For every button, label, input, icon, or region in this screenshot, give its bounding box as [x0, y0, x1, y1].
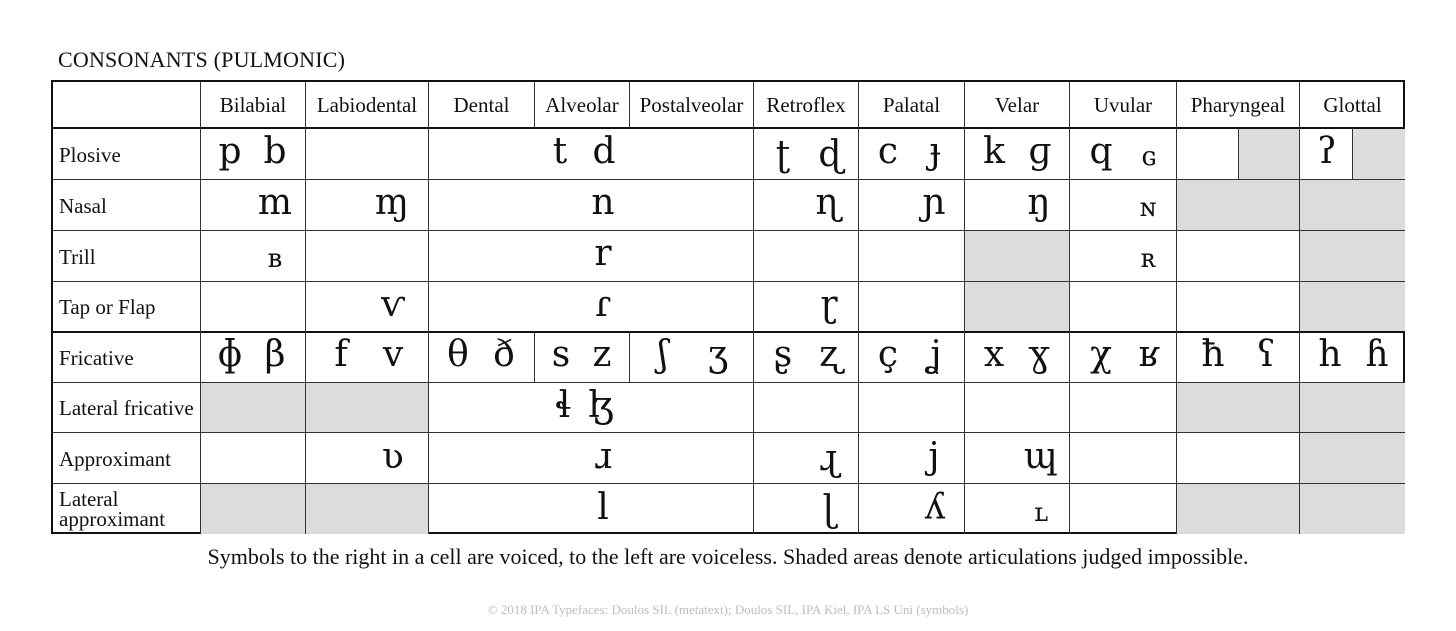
symbol-plosive-velar-voiced: ɡ: [1028, 131, 1052, 172]
symbol-fricative-glottal-voiceless: h: [1318, 334, 1342, 375]
col-divider: [200, 82, 201, 534]
symbol-fricative-pharyngeal-voiceless: ħ: [1201, 334, 1225, 375]
col-divider: [1069, 82, 1070, 534]
symbol-lateral-approximant-retroflex: ɭ: [822, 489, 836, 530]
shade-latapprox-pharyngeal: [1177, 484, 1300, 534]
symbol-fricative-postalveolar-voiced: ʒ: [707, 334, 729, 375]
symbol-nasal-retroflex: ɳ: [815, 182, 841, 223]
symbol-fricative-labiodental-voiced: v: [382, 334, 404, 375]
col-header-labiodental: Labiodental: [316, 92, 418, 117]
row-header-approximant: Approximant: [59, 446, 171, 471]
shade-latapprox-bilabial: [201, 484, 306, 534]
cell-split-divider: [1238, 128, 1239, 179]
shade-latfric-pharyngeal: [1177, 383, 1300, 433]
col-divider-partial: [534, 331, 535, 382]
symbol-fricative-bilabial-voiceless: ɸ: [217, 334, 243, 375]
symbol-plosive-palatal-voiceless: c: [877, 131, 899, 172]
shade-latapprox-glottal: [1300, 484, 1405, 534]
shade-tap-glottal: [1300, 282, 1405, 332]
symbol-approximant-alveolar: ɹ: [593, 436, 613, 477]
symbol-nasal-palatal: ɲ: [922, 182, 946, 223]
col-header-pharyngeal: Pharyngeal: [1190, 92, 1286, 117]
copyright-line: © 2018 IPA Typefaces: Doulos SIL (metatext); Doulos SIL, IPA Kiel, IPA LS Uni (symbols): [487, 602, 969, 617]
symbol-fricative-velar-voiced: ɣ: [1028, 334, 1050, 375]
symbol-fricative-labiodental-voiceless: f: [334, 334, 348, 375]
row-header-trill: Trill: [59, 244, 96, 269]
symbol-approximant-labiodental: ʋ: [382, 436, 404, 477]
symbol-fricative-dental-voiceless: θ: [447, 334, 469, 375]
symbol-trill-alveolar: r: [594, 233, 612, 274]
symbol-fricative-uvular-voiced: ʁ: [1138, 334, 1160, 375]
col-header-glottal: Glottal: [1323, 92, 1382, 117]
shade-tap-velar: [965, 282, 1070, 332]
symbol-plosive-bilabial-voiced: b: [263, 131, 287, 172]
col-header-retroflex: Retroflex: [766, 92, 846, 117]
symbol-fricative-postalveolar-voiceless: ʃ: [658, 334, 668, 375]
consonant-chart: [51, 80, 1405, 534]
col-divider: [858, 82, 859, 534]
row-divider: [53, 382, 1405, 383]
shade-latfric-glottal: [1300, 383, 1405, 433]
row-header-fricative: Fricative: [59, 346, 134, 370]
symbol-plosive-uvular-voiced: ɢ: [1141, 142, 1157, 172]
symbol-plosive-alveolar-voiceless: t: [552, 131, 568, 172]
shade-nasal-pharyngeal: [1177, 180, 1300, 231]
row-header-plosive: Plosive: [59, 142, 121, 167]
col-divider-partial: [629, 331, 630, 382]
symbol-lateral-approximant-velar: ʟ: [1033, 498, 1049, 528]
symbol-plosive-palatal-voiced: ɟ: [929, 131, 941, 172]
shade-latapprox-labiodental: [306, 484, 428, 534]
symbol-fricative-uvular-voiceless: χ: [1090, 334, 1112, 375]
symbol-trill-uvular: ʀ: [1140, 244, 1156, 274]
symbol-fricative-glottal-voiced: ɦ: [1365, 334, 1389, 375]
symbol-fricative-palatal-voiced: ʝ: [928, 334, 942, 375]
symbol-fricative-retroflex-voiceless: ʂ: [773, 334, 793, 375]
col-header-alveolar: Alveolar: [545, 92, 619, 117]
row-header-lateral-approximant: Lateral approximant: [59, 487, 166, 531]
cell-split-divider: [1352, 128, 1353, 179]
col-divider: [305, 82, 306, 534]
row-header-lateral-fricative: Lateral fricative: [59, 396, 194, 420]
symbol-fricative-dental-voiced: ð: [493, 334, 515, 375]
shade-nasal-glottal: [1300, 180, 1405, 231]
symbol-fricative-palatal-voiceless: ç: [877, 334, 899, 375]
col-header-velar: Velar: [994, 92, 1040, 117]
symbol-plosive-glottal-voiceless: ʔ: [1317, 131, 1337, 172]
col-header-dental: Dental: [453, 92, 510, 117]
col-divider: [964, 82, 965, 534]
symbol-fricative-bilabial-voiced: β: [264, 334, 286, 375]
symbol-plosive-velar-voiceless: k: [983, 131, 1005, 172]
shade-plosive-glottal-voiced: [1353, 129, 1405, 180]
shade-trill-glottal: [1300, 231, 1405, 282]
symbol-fricative-alveolar-voiceless: s: [551, 334, 571, 375]
symbol-fricative-retroflex-voiced: ʐ: [819, 334, 841, 375]
row-divider: [53, 230, 1405, 231]
voicing-note: Symbols to the right in a cell are voiced, to the left are voiceless. Shaded areas denote articulations judged impossible.: [207, 544, 1249, 569]
symbol-nasal-velar: ŋ: [1027, 182, 1051, 223]
symbol-plosive-retroflex-voiceless: ʈ: [775, 134, 791, 175]
col-header-uvular: Uvular: [1093, 92, 1153, 117]
row-divider: [53, 179, 1405, 180]
symbol-plosive-alveolar-voiced: d: [592, 131, 616, 172]
shade-latfric-labiodental: [306, 383, 428, 433]
symbol-nasal-alveolar: n: [591, 182, 615, 223]
col-header-palatal: Palatal: [882, 92, 941, 117]
symbol-tap-labiodental: ⱱ: [381, 284, 405, 325]
row-header-nasal: Nasal: [59, 193, 107, 218]
symbol-fricative-alveolar-voiced: z: [592, 334, 612, 375]
shade-latfric-bilabial: [201, 383, 306, 433]
symbol-nasal-uvular: ɴ: [1139, 193, 1157, 223]
symbol-tap-alveolar: ɾ: [594, 284, 612, 325]
symbol-trill-bilabial: ʙ: [267, 244, 283, 274]
col-divider: [753, 82, 754, 534]
symbol-lateral-approximant-alveolar: l: [597, 487, 609, 528]
symbol-fricative-pharyngeal-voiced: ʕ: [1256, 334, 1276, 375]
shade-approx-glottal: [1300, 433, 1405, 484]
symbol-plosive-uvular-voiceless: q: [1089, 131, 1113, 172]
row-divider: [53, 432, 1405, 433]
col-divider: [1299, 82, 1300, 534]
symbol-nasal-labiodental: ɱ: [374, 182, 410, 223]
row-divider: [53, 331, 1405, 333]
row-divider: [53, 281, 1405, 282]
col-header-bilabial: Bilabial: [219, 92, 287, 117]
symbol-plosive-retroflex-voiced: ɖ: [818, 134, 842, 175]
chart-title: CONSONANTS (PULMONIC): [58, 47, 346, 72]
col-header-postalveolar: Postalveolar: [639, 92, 744, 117]
symbol-lateral-fricative-alveolar-voiced: ɮ: [588, 385, 614, 426]
symbol-approximant-retroflex: ɻ: [819, 438, 839, 479]
shade-plosive-pharyngeal-voiced: [1239, 129, 1300, 180]
shade-trill-velar: [965, 231, 1070, 282]
col-divider: [428, 82, 429, 534]
symbol-approximant-palatal: j: [928, 436, 940, 477]
row-header-tap: Tap or Flap: [59, 295, 156, 319]
row-divider: [53, 483, 1405, 484]
symbol-nasal-bilabial: m: [257, 182, 293, 223]
col-divider: [1176, 82, 1177, 534]
symbol-approximant-velar: ɰ: [1023, 436, 1059, 477]
symbol-lateral-approximant-palatal: ʎ: [924, 487, 946, 528]
symbol-plosive-bilabial-voiceless: p: [218, 131, 242, 172]
symbol-fricative-velar-voiceless: x: [983, 334, 1005, 375]
symbol-tap-retroflex: ɽ: [820, 284, 838, 325]
symbol-lateral-fricative-alveolar-voiceless: ɬ: [554, 385, 572, 426]
